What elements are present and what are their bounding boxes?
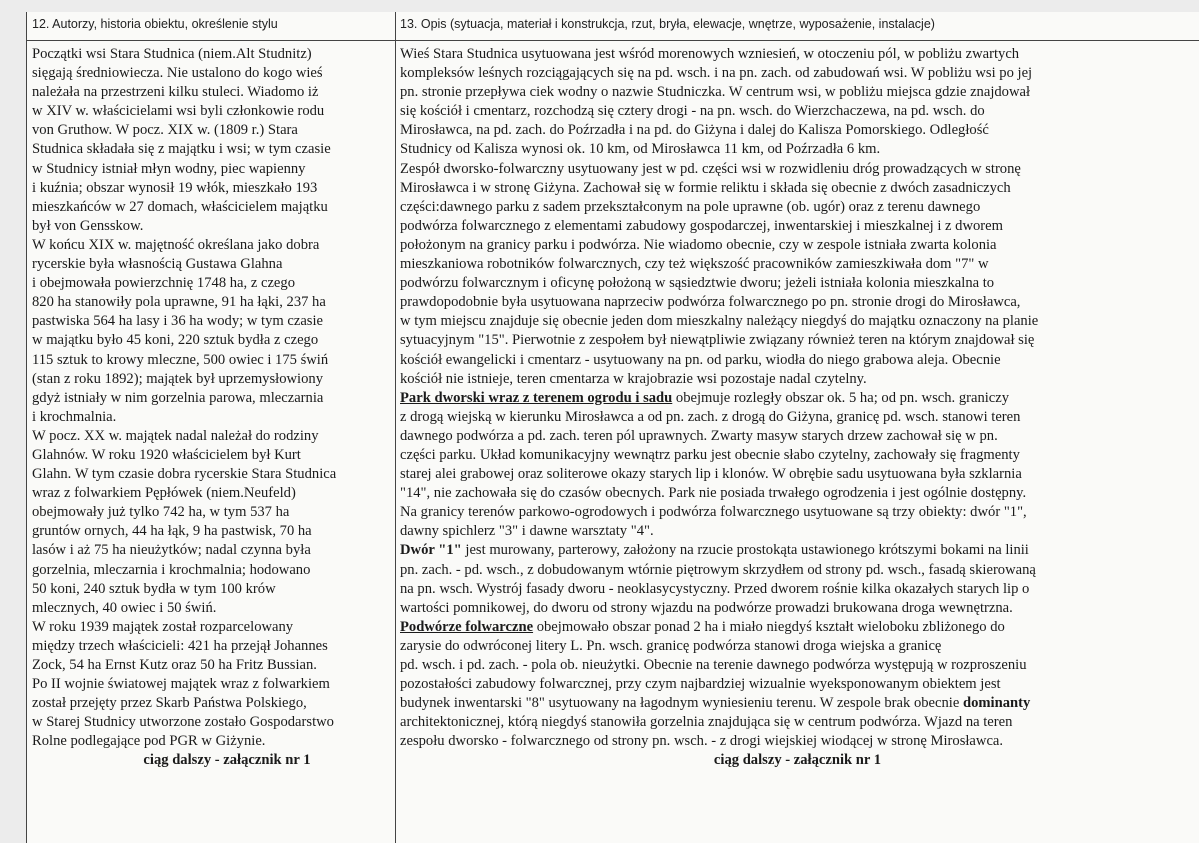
history-line: 820 ha stanowiły pola uprawne, 91 ha łąki, 237 ha: [32, 294, 326, 311]
history-line: W końcu XIX w. majętność określana jako dobra: [32, 236, 320, 253]
history-line: Glahnów. W roku 1920 właścicielem był Kurt: [32, 446, 301, 463]
header-divider: [26, 40, 1199, 41]
description-line: mieszkaniowa robotników folwarcznych, czy też większość pracowników zamieszkiwała dom "7" w: [400, 256, 989, 273]
history-line: von Gruthow. W pocz. XIX w. (1809 r.) Stara: [32, 122, 298, 139]
description-line: prawdopodobnie była usytuowana naprzeciw podwórza folwarcznego po pn. stronie drogi do Mirosławca,: [400, 294, 1021, 311]
description-line: kościół nie istnieje, teren cmentarza w krajobrazie wsi pozostaje nadal czytelny.: [400, 370, 867, 387]
history-line: w XIV w. właścicielami wsi byli członkowie rodu: [32, 103, 325, 120]
history-line: mlecznych, 40 owiec i 50 świń.: [32, 599, 217, 616]
description-line: pn. zach. - pd. wsch., z dobudowanym wtórnie piętrowym skrzydłem od strony pd. wsch., fasadą skierowaną: [400, 561, 1036, 578]
history-line: lasów i aż 75 ha nieużytków; nadal czynna była: [32, 542, 311, 559]
description-line: sytuacyjnym "15". Pierwotnie z zespołem był niewątpliwie związany również teren na którym znajdował się: [400, 332, 1035, 349]
history-line: Rolne podlegające pod PGR w Giżynie.: [32, 733, 266, 750]
description-line: podwórzu folwarcznym i oficynę położoną w sąsiedztwie dworu; jeżeli istniała kolonia mieszkalna to: [400, 275, 995, 292]
history-line: między trzech właścicieli: 421 ha przejął Johannes: [32, 637, 328, 654]
description-line: Zespół dworsko-folwarczny usytuowany jest w pd. części wsi w rozwidleniu dróg prowadzących w stronę: [400, 160, 1021, 177]
continuation-note: ciąg dalszy - załącznik nr 1: [713, 752, 882, 769]
description-line: kompleksów leśnych rozciągających się na pd. wsch. i na pn. zach. od zabudowań wsi. W pobliżu wsi po jej: [400, 65, 1033, 82]
description-line: Mirosławca, na pd. zach. do Poźrzadła i na pd. do Giżyna i dalej do Kalisza Pomorskiego. Odległość: [400, 122, 989, 139]
park-heading-line: [400, 389, 1195, 408]
column-divider: [395, 12, 396, 843]
history-line: mieszkańców w 27 domach, właścicielem majątku: [32, 198, 328, 215]
description-line: zarysie do odwróconej litery L. Pn. wsch. granicę podwórza stanowi droga wiejska a granicę: [400, 637, 942, 654]
description-line: w tym miejscu znajduje się obecnie jeden dom mieszkalny należący niegdyś do majątku oznaczony na planie: [400, 313, 1039, 330]
description-line: Mirosławca i w stronę Giżyna. Zachował się w formie reliktu i składa się obecnie z dwóch zasadniczych: [400, 179, 1011, 196]
description-line: Wieś Stara Studnica usytuowana jest wśród morenowych wzniesień, w otoczeniu pól, w pobliżu zwartych: [400, 46, 1020, 62]
history-line: był von Gensskow.: [32, 217, 144, 234]
history-line: w majątku było 45 koni, 220 sztuk bydła z czego: [32, 332, 319, 349]
description-line: na pn. wsch. Wystrój fasady dworu - neoklasycystyczny. Przed dworem rośnie kilka okazałych starych lip o: [400, 580, 1030, 597]
history-line: obejmowały już tylko 742 ha, w tym 537 ha: [32, 504, 290, 521]
description-line: budynek inwentarski "8" usytuowany na łagodnym wyniesieniu terenu. W zespole brak obecnie dominanty: [400, 695, 1031, 712]
description-line: się kościół i cmentarz, rozchodzą się cztery drogi - na pn. wsch. do Wierzchaczewa, na pd. wsch. do: [400, 103, 985, 120]
description-line: położonym na granicy parku i podwórza. Nie wiadomo obecnie, czy w zespole istniała zwarta kolonia: [400, 236, 997, 253]
description-line: wartości pomnikowej, do dworu od strony wjazdu na podwórze prowadzi brukowana droga wewnętrzna.: [400, 599, 1013, 616]
description-line: architektonicznej, którą niegdyś stanowiła gorzelnia znajdująca się w centrum podwórza. Wjazd na teren: [400, 714, 1013, 731]
description-line: "14", nie zachowała się do czasów obecnych. Park nie posiada trwałego ogrodzenia i jest ogólnie dostępny.: [400, 485, 1027, 502]
history-line: został przejęty przez Skarb Państwa Polskiego,: [32, 695, 307, 712]
history-line: Początki wsi Stara Studnica (niem.Alt Studnitz): [32, 46, 312, 62]
description-line: podwórza folwarcznego z elementami zabudowy gospodarczej, inwentarskiej i mieszkalnej i z dworem: [400, 217, 1003, 234]
history-line: W pocz. XX w. majątek nadal należał do rodziny: [32, 427, 319, 444]
history-line: i obejmowała powierzchnię 1748 ha, z czego: [32, 275, 295, 292]
description-line: z drogą wiejską w kierunku Mirosławca a od pn. zach. z drogą do Giżyna, granicę pd. wsch. stanowi teren: [400, 408, 1021, 425]
description-line: części:dawnego parku z sadem przekształconym na pole uprawne (ob. ugór) oraz z terenu dawnego: [400, 198, 981, 215]
description-line: dawny spichlerz "3" i dawne warsztaty "4".: [400, 523, 654, 540]
section-12-header: 12. Autorzy, historia obiektu, określenie stylu: [32, 17, 278, 31]
history-line: W roku 1939 majątek został rozparcelowany: [32, 618, 294, 635]
history-line: gruntów ornych, 44 ha łąk, 9 ha pastwisk, 70 ha: [32, 523, 312, 540]
history-line: 50 koni, 240 sztuk bydła w tym 100 krów: [32, 580, 276, 597]
left-border: [26, 12, 27, 843]
description-text: obejmowało obszar ponad 2 ha i miało niegdyś kształt wieloboku zbliżonego do: [533, 618, 1005, 635]
history-line: i kuźnia; obszar wynosił 19 włók, mieszkało 193: [32, 179, 318, 196]
podworze-section-heading: Podwórze folwarczne: [400, 618, 534, 635]
history-line: Po II wojnie światowej majątek wraz z folwarkiem: [32, 676, 330, 693]
history-line: gdyż istniały w nim gorzelnia parowa, mleczarnia: [32, 389, 324, 406]
description-line: Studnicy od Kalisza wynosi ok. 10 km, od Mirosławca 11 km, od Poźrzadła 6 km.: [400, 141, 881, 158]
history-line: pastwiska 564 ha lasy i 36 ha wody; w tym czasie: [32, 313, 324, 330]
description-line: pn. stronie przepływa ciek wodny o nazwie Studniczka. W centrum wsi, w pobliżu miejsca gdzie znajdował: [400, 84, 1031, 101]
history-line: i krochmalnia.: [32, 408, 117, 425]
park-section-heading: Park dworski wraz z terenem ogrodu i sadu: [400, 389, 673, 406]
history-line: sięgają średniowiecza. Nie ustalono do kogo wieś: [32, 65, 323, 82]
description-line: pd. wsch. i pd. zach. - pola ob. nieużytki. Obecnie na terenie dawnego podwórza występują w rozproszeniu: [400, 657, 1027, 673]
history-line: rycerskie była własnością Gustawa Glahna: [32, 256, 283, 273]
continuation-note: ciąg dalszy - załącznik nr 1: [143, 752, 311, 769]
description-column: [400, 45, 1195, 771]
dwor-heading-line: [400, 541, 1195, 560]
history-line: Zock, 54 ha Ernst Kutz oraz 50 ha Fritz Bussian.: [32, 657, 317, 673]
history-line: Studnica składała się z majątku i wsi; w tym czasie: [32, 141, 331, 158]
dwor-section-heading: Dwór "1": [400, 542, 462, 559]
history-line: w Studnicy istniał młyn wodny, piec wapienny: [32, 160, 306, 177]
bold-term: dominanty: [962, 695, 1031, 712]
description-line: dawnego podwórza a pd. zach. teren pól uprawnych. Zwarty masyw starych drzew zachował się w pn.: [400, 427, 998, 444]
history-line: (stan z roku 1892); majątek był uprzemysłowiony: [32, 370, 323, 387]
description-line: części parku. Układ komunikacyjny wewnątrz parku jest obecnie słabo czytelny, zachowały się fragmenty: [400, 446, 1020, 463]
description-line: kościół ewangelicki i cmentarz - usytuowany na pn. od parku, wiodła do niego grabowa aleja. Obecnie: [400, 351, 1001, 368]
description-text: obejmuje rozległy obszar ok. 5 ha; od pn. wsch. graniczy: [672, 389, 1010, 406]
description-text: jest murowany, parterowy, założony na rzucie prostokąta ustawionego krótszymi bokami na linii: [461, 542, 1029, 559]
history-line: wraz z folwarkiem Pępłówek (niem.Neufeld): [32, 485, 296, 502]
history-line: Glahn. W tym czasie dobra rycerskie Stara Studnica: [32, 466, 337, 483]
history-line: 115 sztuk to krowy mleczne, 500 owiec i 175 świń: [32, 351, 329, 368]
history-line: należała na przestrzeni kilku stuleci. Wiadomo iż: [32, 84, 319, 101]
history-line: gorzelnia, mleczarnia i krochmalnia; hodowano: [32, 561, 311, 578]
description-line: starej alei grabowej oraz soliterowe okazy starych lip i klonów. W obrębie sadu usytuowana była szklarnia: [400, 466, 1022, 483]
description-line: pozostałości zabudowy folwarcznej, przy czym najbardziej wizualnie wyeksponowanym obiektem jest: [400, 676, 1001, 693]
description-line: Na granicy terenów parkowo-ogrodowych i podwórza folwarcznego usytuowane są trzy obiekty: dwór "1",: [400, 504, 1027, 521]
history-line: w Starej Studnicy utworzone zostało Gospodarstwo: [32, 714, 334, 731]
history-column: [32, 45, 392, 771]
description-line: zespołu dworsko - folwarcznego od strony pn. wsch. - z drogi wiejskiej wiodącej w stronę Mirosławca.: [400, 733, 1004, 750]
podworze-heading-line: [400, 618, 1195, 637]
section-13-header: 13. Opis (sytuacja, materiał i konstrukcja, rzut, bryła, elewacje, wnętrze, wyposażenie, instalacje): [400, 17, 935, 31]
